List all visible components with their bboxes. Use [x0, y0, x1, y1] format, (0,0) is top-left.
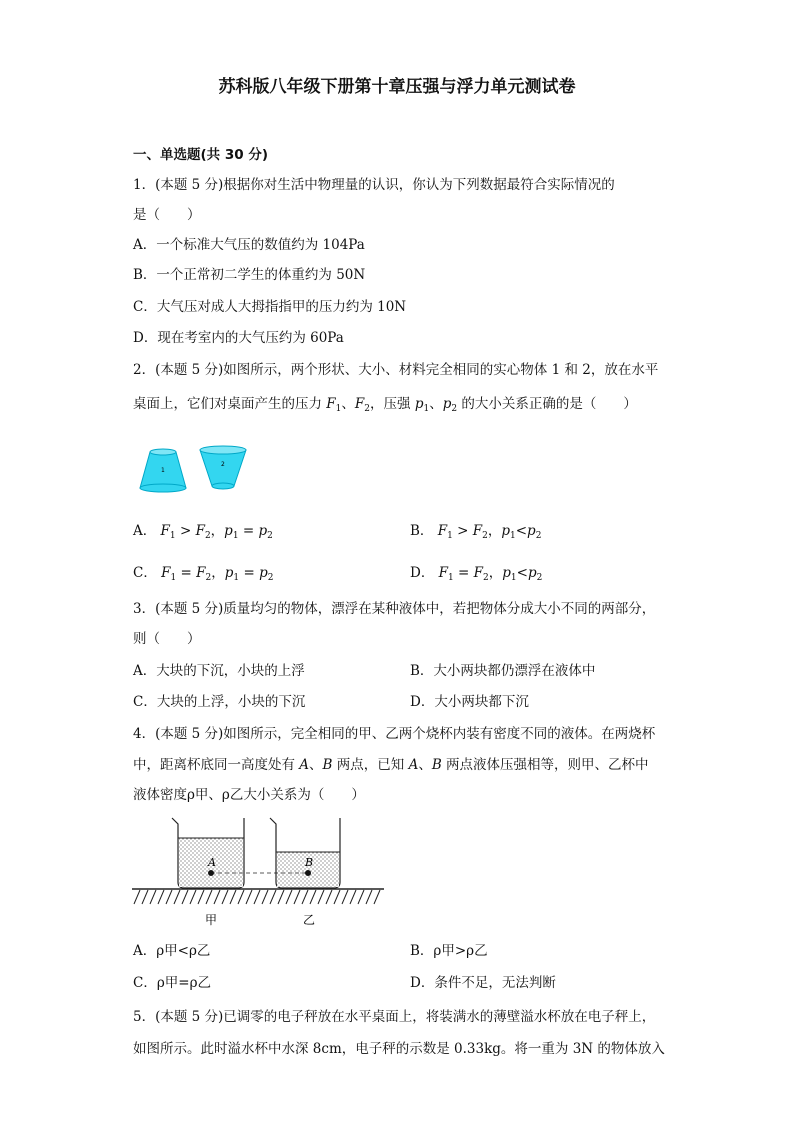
q2-text-b: ，压强 [370, 396, 415, 412]
q1-stem-line2: 是（ ） [133, 207, 201, 223]
q1-option-b: B．一个正常初二学生的体重约为 50N [133, 267, 366, 283]
sub: 1 [233, 573, 240, 583]
f: F [196, 565, 206, 581]
q3-option-c: C．大块的上浮，小块的下沉 [133, 694, 306, 710]
point-b-text: B [305, 856, 314, 869]
point-a-label: A [299, 757, 310, 773]
q2-stem-line2 [133, 395, 637, 413]
p: p [527, 523, 536, 539]
q1-option-c: C．大气压对成人大拇指指甲的压力约为 10N [133, 299, 407, 315]
sub: 2 [267, 573, 274, 583]
sub: 1 [510, 531, 516, 541]
p: p [258, 523, 268, 539]
force-f1: F [326, 396, 336, 412]
q2-text-a: 桌面上，它们对桌面产生的压力 [133, 396, 327, 412]
sub: 2 [204, 531, 211, 541]
q4-option-a: A．ρ甲<ρ乙 [133, 943, 211, 959]
q3-stem-line2: 则（ ） [133, 631, 201, 647]
relation: < [515, 523, 528, 539]
point-b-label: B [431, 757, 442, 773]
relation: = [458, 565, 470, 581]
sub: 2 [205, 573, 212, 583]
q2-option-c [133, 564, 273, 582]
sep: 、 [341, 396, 355, 412]
section-heading: 一、单选题(共 30 分) [133, 147, 269, 163]
sub: 1 [510, 573, 517, 583]
sub: 2 [482, 531, 488, 541]
beaker-label-yi: 乙 [303, 913, 316, 927]
p: p [502, 565, 511, 581]
q4-option-d: D．条件不足，无法判断 [410, 975, 556, 991]
object-2-bottom [212, 483, 234, 489]
point-b-label: B [322, 757, 333, 773]
f: F [472, 523, 483, 539]
option-letter: B． [410, 523, 434, 539]
f: F [161, 565, 171, 581]
relation: > [179, 523, 192, 539]
q5-stem-line2: 如图所示。此时溢水杯中水深 8cm，电子秤的示数是 0.33kg。将一重为 3N 的物体放入 [133, 1041, 665, 1057]
force-f2: F [354, 396, 365, 412]
pressure-p1: p [414, 396, 424, 412]
sub: 2 [483, 573, 489, 583]
sep: 、 [429, 396, 443, 412]
sub: 1 [447, 531, 453, 541]
q2-figure [136, 444, 256, 496]
option-letter: A． [133, 523, 157, 539]
q2-option-d [410, 564, 542, 582]
comma: ， [487, 523, 502, 539]
object-2-body [200, 450, 246, 486]
f: F [438, 565, 448, 581]
force-f2-sub: 2 [364, 404, 371, 414]
q3-option-b: B．大小两块都仍漂浮在液体中 [410, 663, 596, 679]
f: F [473, 565, 484, 581]
beaker-label-jia: 甲 [205, 913, 218, 927]
q1-option-a: A．一个标准大气压的数值约为 104Pa [133, 237, 365, 253]
q2-text-c: 的大小关系正确的是（ ） [457, 396, 637, 412]
pressure-p1-sub: 1 [423, 404, 430, 414]
q1-option-d: D．现在考室内的大气压约为 60Pa [133, 330, 344, 346]
pressure-p2: p [442, 396, 452, 412]
object-1-top [150, 449, 176, 455]
relation: < [516, 565, 528, 581]
p: p [501, 523, 510, 539]
sub: 1 [169, 531, 176, 541]
table-hatching [134, 890, 380, 904]
q4-stem-line3: 液体密度ρ甲、ρ乙大小关系为（ ） [133, 787, 365, 803]
object-2-label: 2 [221, 461, 225, 468]
q4-stem-line1: 4．(本题 5 分)如图所示，完全相同的甲、乙两个烧杯内装有密度不同的液体。在两烧杯 [133, 726, 656, 742]
object-1-bottom [140, 484, 186, 492]
point-b [305, 870, 311, 876]
text: 中，距离杯底同一高度处有 [133, 757, 300, 773]
f: F [437, 523, 448, 539]
q5-stem-line1: 5．(本题 5 分)已调零的电子秤放在水平桌面上，将装满水的薄壁溢水杯放在电子秤上， [133, 1009, 656, 1025]
q2-stem-line1: 2．(本题 5 分)如图所示，两个形状、大小、材料完全相同的实心物体 1 和 2，放在水平 [133, 362, 659, 378]
force-f1-sub: 1 [335, 404, 342, 414]
sub: 1 [170, 573, 177, 583]
comma: ， [210, 523, 225, 539]
f: F [160, 523, 170, 539]
option-letter: C． [133, 565, 157, 581]
point-a [208, 870, 214, 876]
point-a-text: A [208, 856, 216, 869]
p: p [224, 565, 234, 581]
q4-figure [128, 812, 388, 930]
q2-option-b [410, 522, 541, 540]
sub: 2 [535, 531, 542, 541]
q3-option-d: D．大小两块都下沉 [410, 694, 529, 710]
p: p [527, 565, 537, 581]
p: p [259, 565, 268, 581]
f: F [195, 523, 205, 539]
p: p [224, 523, 233, 539]
sub: 2 [267, 531, 273, 541]
q4-stem-line2 [133, 756, 649, 774]
relation: = [180, 565, 192, 581]
q4-option-b: B．ρ甲>ρ乙 [410, 943, 488, 959]
text: 两点液体压强相等，则甲、乙杯中 [441, 757, 649, 773]
text: 、 [418, 757, 432, 773]
relation: = [242, 523, 255, 539]
comma: ， [488, 565, 503, 581]
q4-option-c: C．ρ甲=ρ乙 [133, 975, 212, 991]
option-letter: D． [410, 565, 435, 581]
text: 、 [309, 757, 323, 773]
point-a-label: A [408, 757, 419, 773]
q3-stem-line1: 3．(本题 5 分)质量均匀的物体，漂浮在某种液体中，若把物体分成大小不同的两部分， [133, 601, 656, 617]
text: 两点，已知 [332, 757, 409, 773]
comma: ， [211, 565, 225, 581]
page-title: 苏科版八年级下册第十章压强与浮力单元测试卷 [218, 77, 576, 97]
q2-option-a [133, 522, 273, 540]
sub: 1 [448, 573, 454, 583]
relation: = [243, 565, 255, 581]
object-2-top [200, 446, 246, 454]
sub: 2 [536, 573, 543, 583]
sub: 1 [232, 531, 239, 541]
object-1-label: 1 [161, 467, 165, 474]
q1-stem-line1: 1．(本题 5 分)根据你对生活中物理量的认识，你认为下列数据最符合实际情况的 [133, 177, 615, 193]
q3-option-a: A．大块的下沉，小块的上浮 [133, 663, 305, 679]
relation: > [457, 523, 469, 539]
pressure-p2-sub: 2 [451, 404, 458, 414]
